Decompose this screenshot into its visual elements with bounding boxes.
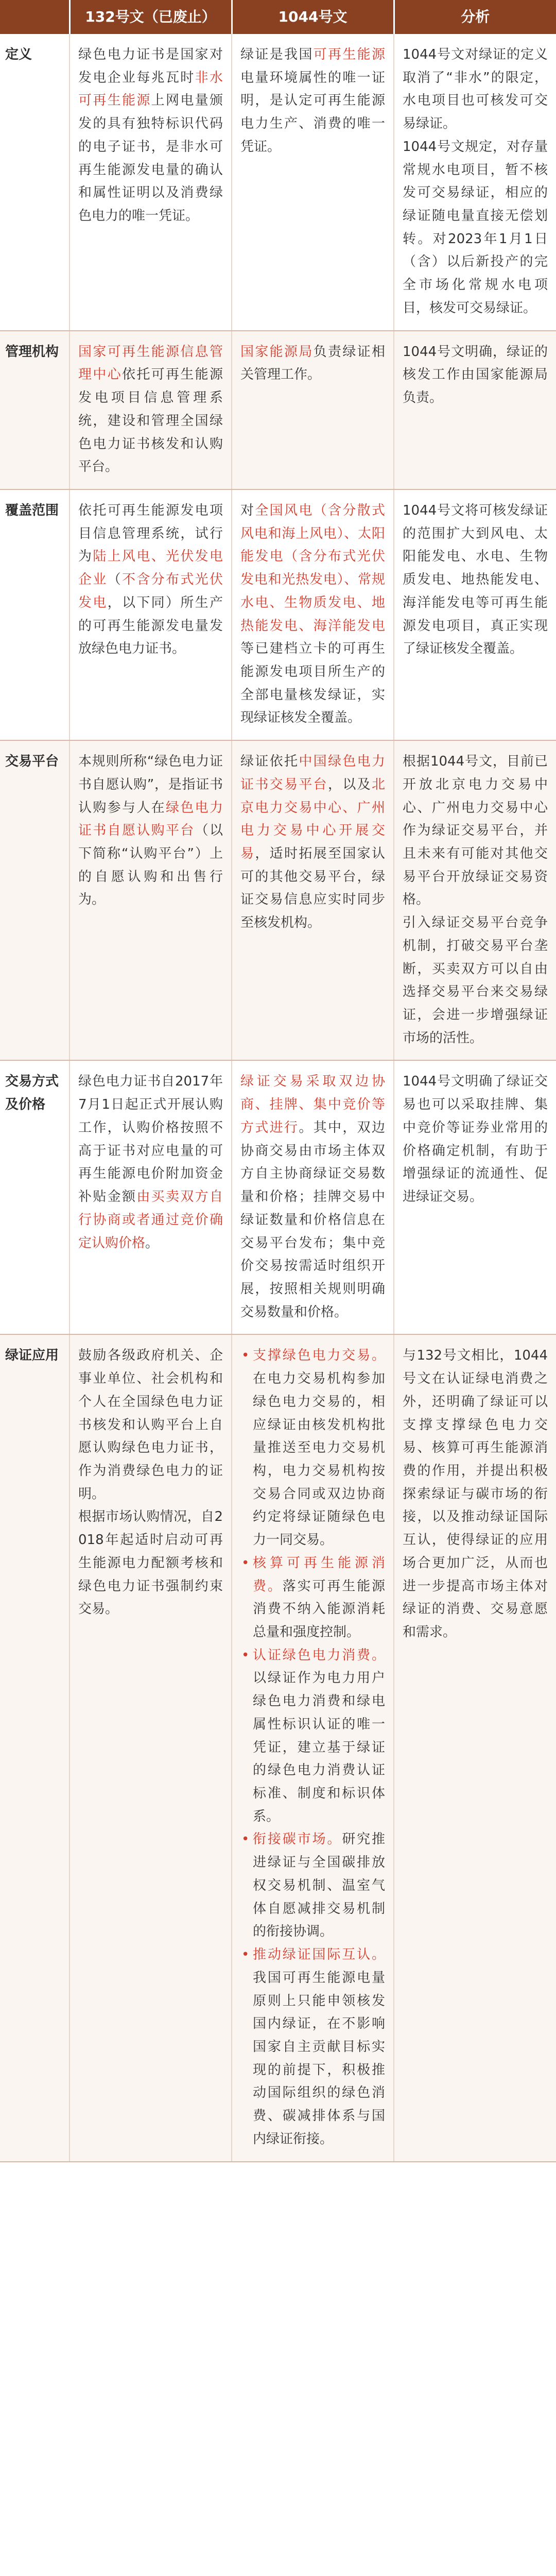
definition-1044-text: 绿证是我国 <box>240 47 314 62</box>
management-1044-text: 国家能源局 <box>240 344 314 360</box>
management-1044-text: 负责绿证相关管理工作。 <box>240 344 385 383</box>
trading-method-132-text: 。 <box>145 1235 159 1251</box>
definition-132-text: 绿色电力证书是国家对发电企业每兆瓦时 <box>78 47 223 86</box>
trading-platform-1044-text: 绿证依托 <box>240 754 299 770</box>
management-analysis-paragraph: 1044号文明确，绿证的核发工作由国家能源局负责。 <box>403 344 548 406</box>
application-132-text: 根据市场认购情况，自2018年起适时启动可再生能源电力配额考核和绿色电力证书强制约束交易。 <box>78 1509 223 1617</box>
definition-1044-cell <box>232 34 394 331</box>
application-1044-list <box>240 1344 385 2150</box>
list-item <box>240 1344 385 1551</box>
header-132: 132号文（已废止） <box>70 0 232 34</box>
trading-platform-1044-cell <box>232 740 394 1060</box>
trading-method-1044-cell <box>232 1060 394 1334</box>
header-1044: 1044号文 <box>232 0 394 34</box>
trading-platform-132-cell <box>70 740 232 1060</box>
list-item-lead: 衔接碳市场。 <box>253 1832 342 1848</box>
application-1044-cell <box>232 1334 394 2161</box>
definition-132-text: 非水可再生能源 <box>78 70 223 109</box>
management-132-cell <box>70 331 232 489</box>
application-analysis-paragraph: 与132号文相比，1044号文在认证绿电消费之外，还明确了绿证可以支撑支撑绿色电力交易、核算可再生能源消费的作用，并提出积极探索绿证与碳市场的衔接，以及推动绿证国际互认，使得绿证的应用场合更加广泛，从而也进一步提高市场主体对绿证的消费、交易意愿和需求。 <box>403 1348 548 1640</box>
list-item-lead: 认证绿色电力消费。 <box>253 1647 385 1663</box>
trading-platform-132-text: 绿色电力证书自愿认购平台 <box>78 800 223 839</box>
trading-method-1044-text: 绿证交易采取双边协商、挂牌、集中竞价等方式进行 <box>240 1074 385 1136</box>
definition-analysis-cell <box>394 34 556 331</box>
definition-row-label: 定义 <box>0 34 70 331</box>
coverage-132-text: 不含分布式光伏发电 <box>78 572 223 611</box>
trading-method-analysis-cell <box>394 1060 556 1334</box>
management-analysis-cell <box>394 331 556 489</box>
table-row-management <box>0 331 556 489</box>
list-item-text: 我国可再生能源电量原则上只能申领核发国内绿证，在不影响国家自主贡献目标实现的前提下，积极推动国际组织的绿色消费、碳减排体系与国内绿证衔接。 <box>253 1970 385 2147</box>
coverage-1044-cell <box>232 489 394 740</box>
list-item <box>240 1552 385 1644</box>
coverage-analysis-cell <box>394 489 556 740</box>
coverage-132-text: 陆上风电、光伏发电企业 <box>78 549 223 588</box>
application-analysis-cell <box>394 1334 556 2161</box>
table-row-application <box>0 1334 556 2161</box>
definition-132-cell <box>70 34 232 331</box>
application-row-label: 绿证应用 <box>0 1334 70 2161</box>
table-row-coverage <box>0 489 556 740</box>
coverage-1044-text: 全国风电（含分散式风电和海上风电）、太阳能发电（含分布式光伏发电和光热发电）、常规水电、生物质发电、地热能发电、海洋能发电 <box>240 502 385 634</box>
list-item-text: 研究推进绿证与全国碳排放权交易机制、温室气体自愿减排交易机制的衔接协调。 <box>253 1832 385 1940</box>
coverage-1044-text: 对 <box>240 502 255 518</box>
trading-method-132-text: 绿色电力证书自2017年7月1日起正式开展认购工作，认购价格按照不高于证书对应电量的可再生能源电价附加资金补贴金额 <box>78 1074 223 1205</box>
header-analysis: 分析 <box>394 0 556 34</box>
table-body <box>0 34 556 2162</box>
management-row-label: 管理机构 <box>0 331 70 489</box>
definition-1044-text: 可再生能源 <box>313 47 385 62</box>
definition-analysis-paragraph: 1044号文对绿证的定义取消了“非水”的限定，水电项目也可核发可交易绿证。 <box>403 47 548 132</box>
header-corner <box>0 0 70 34</box>
management-132-text: 国家可再生能源信息管理中心 <box>78 344 223 383</box>
trading-method-analysis-paragraph: 1044号文明确了绿证交易也可以采取挂牌、集中竞价等证券业常用的价格确定机制，有助于增强绿证的流通性、促进绿证交易。 <box>403 1074 548 1205</box>
management-1044-cell <box>232 331 394 489</box>
coverage-analysis-paragraph: 1044号文将可核发绿证的范围扩大到风电、太阳能发电、水电、生物质发电、地热能发电、海洋能发电等可再生能源发电项目，真正实现了绿证核发全覆盖。 <box>403 502 548 657</box>
trading-platform-1044-text: 中国绿色电力证书交易平台 <box>240 754 385 792</box>
trading-platform-row-label: 交易平台 <box>0 740 70 1060</box>
application-132-text: 鼓励各级政府机关、企事业单位、社会机构和个人在全国绿色电力证书核发和认购平台上自愿认购绿色电力证书，作为消费绿色电力的证明。 <box>78 1348 223 1502</box>
coverage-132-cell <box>70 489 232 740</box>
coverage-132-text: 依托可再生能源发电项目信息管理系统，试行为 <box>78 502 223 565</box>
list-item-text: 以绿证作为电力用户绿色电力消费和绿电属性标识认证的唯一凭证，建立基于绿证的绿色电力消费认证标准、制度和标识体系。 <box>253 1670 385 1824</box>
list-item <box>240 1828 385 1943</box>
trading-method-1044-text: 。其中，双边协商交易由市场主体双方自主协商绿证交易数量和价格；挂牌交易中绿证数量和价格信息在交易平台发布；集中竞价交易按需适时组织开展，按照相关规则明确交易数量和价格。 <box>240 1120 385 1320</box>
trading-method-132-text: 由买卖双方自行协商或者通过竞价确定认购价格 <box>78 1189 223 1251</box>
list-item-text: 在电力交易机构参加绿色电力交易的，相应绿证由核发机构批量推送至电力交易机构，电力交易机构按交易合同或双边协商约定将绿证随绿色电力一同交易。 <box>253 1371 385 1548</box>
definition-132-text: 上网电量颁发的具有独特标识代码的电子证书，是非水可再生能源发电量的确认和属性证明以及消费绿色电力的唯一凭证。 <box>78 93 223 224</box>
trading-platform-analysis-cell <box>394 740 556 1060</box>
list-item-text: 落实可再生能源消费不纳入能源消耗总量和强度控制。 <box>253 1578 385 1640</box>
application-132-cell <box>70 1334 232 2161</box>
coverage-132-text: ，以下同）所生产的可再生能源发电量发放绿色电力证书。 <box>78 595 223 657</box>
table-header-row <box>0 0 556 34</box>
list-item <box>240 1644 385 1828</box>
definition-1044-text: 电量环境属性的唯一证明，是认定可再生能源电力生产、消费的唯一凭证。 <box>240 70 385 155</box>
table-row-definition <box>0 34 556 331</box>
trading-platform-analysis-paragraph: 根据1044号文，目前已开放北京电力交易中心、广州电力交易中心作为绿证交易平台，并且未来有可能对其他交易平台开放绿证交易资格。 <box>403 754 548 908</box>
trading-platform-132-text: 本规则所称“绿色电力证书自愿认购”，是指证书认购参与人在 <box>78 754 223 816</box>
trading-platform-1044-text: ，适时拓展至国家认可的其他交易平台，绿证交易信息应实时同步至核发机构。 <box>240 846 385 931</box>
table-row-trading-platform <box>0 740 556 1060</box>
coverage-1044-text: 等已建档立卡的可再生能源发电项目所生产的全部电量核发绿证，实现绿证核发全覆盖。 <box>240 641 385 726</box>
list-item-lead: 支撑绿色电力交易。 <box>253 1348 385 1364</box>
management-132-text: 依托可再生能源发电项目信息管理系统，建设和管理全国绿色电力证书核发和认购平台。 <box>78 367 223 475</box>
coverage-132-text: （ <box>107 572 123 588</box>
coverage-row-label: 覆盖范围 <box>0 489 70 740</box>
trading-platform-analysis-paragraph: 引入绿证交易平台竞争机制，打破交易平台垄断，买卖双方可以自由选择交易平台来交易绿证，会进一步增强绿证市场的活性。 <box>403 915 548 1046</box>
trading-platform-1044-text: 北京电力交易中心、广州电力交易中心开展交易 <box>240 776 385 861</box>
trading-method-row-label: 交易方式及价格 <box>0 1060 70 1334</box>
trading-platform-1044-text: ，以及 <box>327 776 372 792</box>
definition-analysis-paragraph: 1044号文规定，对存量常规水电项目，暂不核发可交易绿证，相应的绿证随电量直接无偿划转。对2023年1月1日（含）以后新投产的完全市场化常规水电项目，核发可交易绿证。 <box>403 139 548 316</box>
list-item <box>240 1943 385 2150</box>
list-item-lead: 推动绿证国际互认。 <box>253 1947 385 1963</box>
table-row-trading-method <box>0 1060 556 1334</box>
trading-method-132-cell <box>70 1060 232 1334</box>
list-item-lead: 核算可再生能源消费。 <box>253 1555 385 1594</box>
trading-platform-132-text: （以下简称“认购平台”）上的自愿认购和出售行为。 <box>78 823 223 908</box>
